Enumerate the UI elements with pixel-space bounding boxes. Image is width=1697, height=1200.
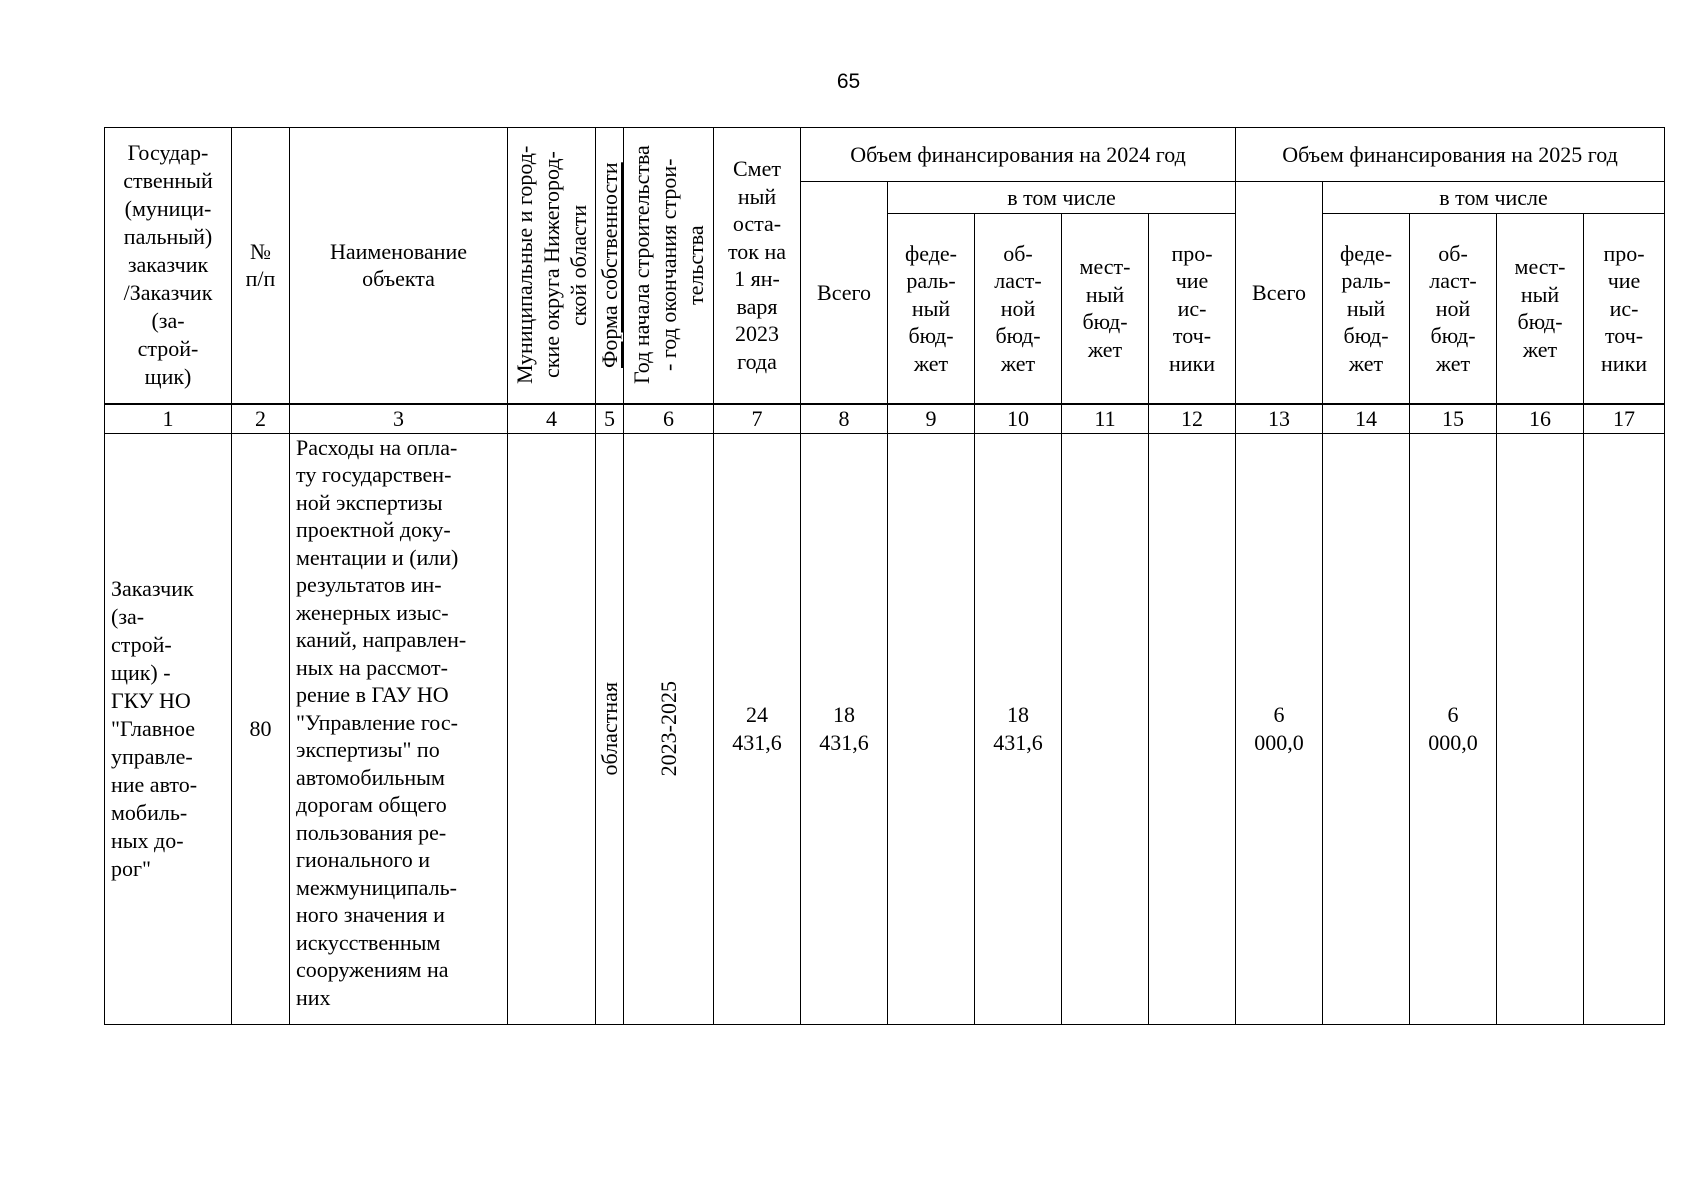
column-number: 13: [1236, 404, 1323, 434]
row-regional-2024: 18 431,6: [975, 433, 1062, 1024]
header-including-2025: в том числе: [1323, 182, 1665, 214]
header-total-2024: Всего: [801, 182, 888, 404]
column-number: 2: [232, 404, 290, 434]
column-numbers-row: [105, 404, 1665, 434]
column-number: 1: [105, 404, 232, 434]
column-number: 5: [596, 404, 624, 434]
row-object-name: Расходы на опла- ту государствен- ной экспертизы проектной доку- ментации и (или) результатов ин- женерных изыс- каний, направлен- ных на рассмот- рение в ГАУ НО "Управление гос- экспертизы" по автомобильным дорогам общего пользования ре- гионального и межмуниципаль- ного значения и искусственным сооружениям на них: [290, 433, 508, 1024]
header-total-2025: Всего: [1236, 182, 1323, 404]
row-local-2024: [1062, 433, 1149, 1024]
header-customer: Государ- ственный (муници- пальный) заказчик /Заказчик (за- строй- щик): [105, 128, 232, 404]
header-regional-2025: об- ласт- ной бюд- жет: [1410, 214, 1497, 404]
column-number: 11: [1062, 404, 1149, 434]
column-number: 6: [624, 404, 714, 434]
row-total-2024: 18 431,6: [801, 433, 888, 1024]
header-federal-2025: феде- раль- ный бюд- жет: [1323, 214, 1410, 404]
row-local-2025: [1497, 433, 1584, 1024]
column-number: 15: [1410, 404, 1497, 434]
row-federal-2025: [1323, 433, 1410, 1024]
row-ownership: областная: [596, 433, 624, 1024]
header-including-2024: в том числе: [888, 182, 1236, 214]
row-other-2025: [1584, 433, 1665, 1024]
header-regional-2024: об- ласт- ной бюд- жет: [975, 214, 1062, 404]
header-years: Год начала строительства - год окончания строи- тельства: [624, 128, 714, 404]
column-number: 16: [1497, 404, 1584, 434]
page-number: 65: [836, 70, 861, 93]
row-total-2025: 6 000,0: [1236, 433, 1323, 1024]
header-fin-2025: Объем финансирования на 2025 год: [1236, 128, 1665, 182]
header-fin-2024: Объем финансирования на 2024 год: [801, 128, 1236, 182]
row-estimate: 24 431,6: [714, 433, 801, 1024]
header-municipal: Муниципальные и город- ские округа Нижегород- ской области: [508, 128, 596, 404]
column-number: 17: [1584, 404, 1665, 434]
header-num: № п/п: [232, 128, 290, 404]
column-number: 7: [714, 404, 801, 434]
column-number: 3: [290, 404, 508, 434]
financing-table: [104, 127, 1665, 1025]
row-years: 2023-2025: [624, 433, 714, 1024]
row-other-2024: [1149, 433, 1236, 1024]
row-num: 80: [232, 433, 290, 1024]
header-federal-2024: феде- раль- ный бюд- жет: [888, 214, 975, 404]
header-local-2024: мест- ный бюд- жет: [1062, 214, 1149, 404]
row-regional-2025: 6 000,0: [1410, 433, 1497, 1024]
row-federal-2024: [888, 433, 975, 1024]
header-other-2025: про- чие ис- точ- ники: [1584, 214, 1665, 404]
column-number: 9: [888, 404, 975, 434]
column-number: 12: [1149, 404, 1236, 434]
row-municipal: [508, 433, 596, 1024]
header-other-2024: про- чие ис- точ- ники: [1149, 214, 1236, 404]
header-ownership: Форма собственности: [596, 128, 624, 404]
column-number: 4: [508, 404, 596, 434]
table-row: [105, 433, 1665, 1024]
row-customer: Заказчик (за- строй- щик) - ГКУ НО "Главное управле- ние авто- мобиль- ных до- рог": [105, 433, 232, 1024]
header-estimate: Смет ный оста- ток на 1 ян- варя 2023 года: [714, 128, 801, 404]
column-number: 10: [975, 404, 1062, 434]
header-local-2025: мест- ный бюд- жет: [1497, 214, 1584, 404]
column-number: 14: [1323, 404, 1410, 434]
header-object-name: Наименование объекта: [290, 128, 508, 404]
column-number: 8: [801, 404, 888, 434]
